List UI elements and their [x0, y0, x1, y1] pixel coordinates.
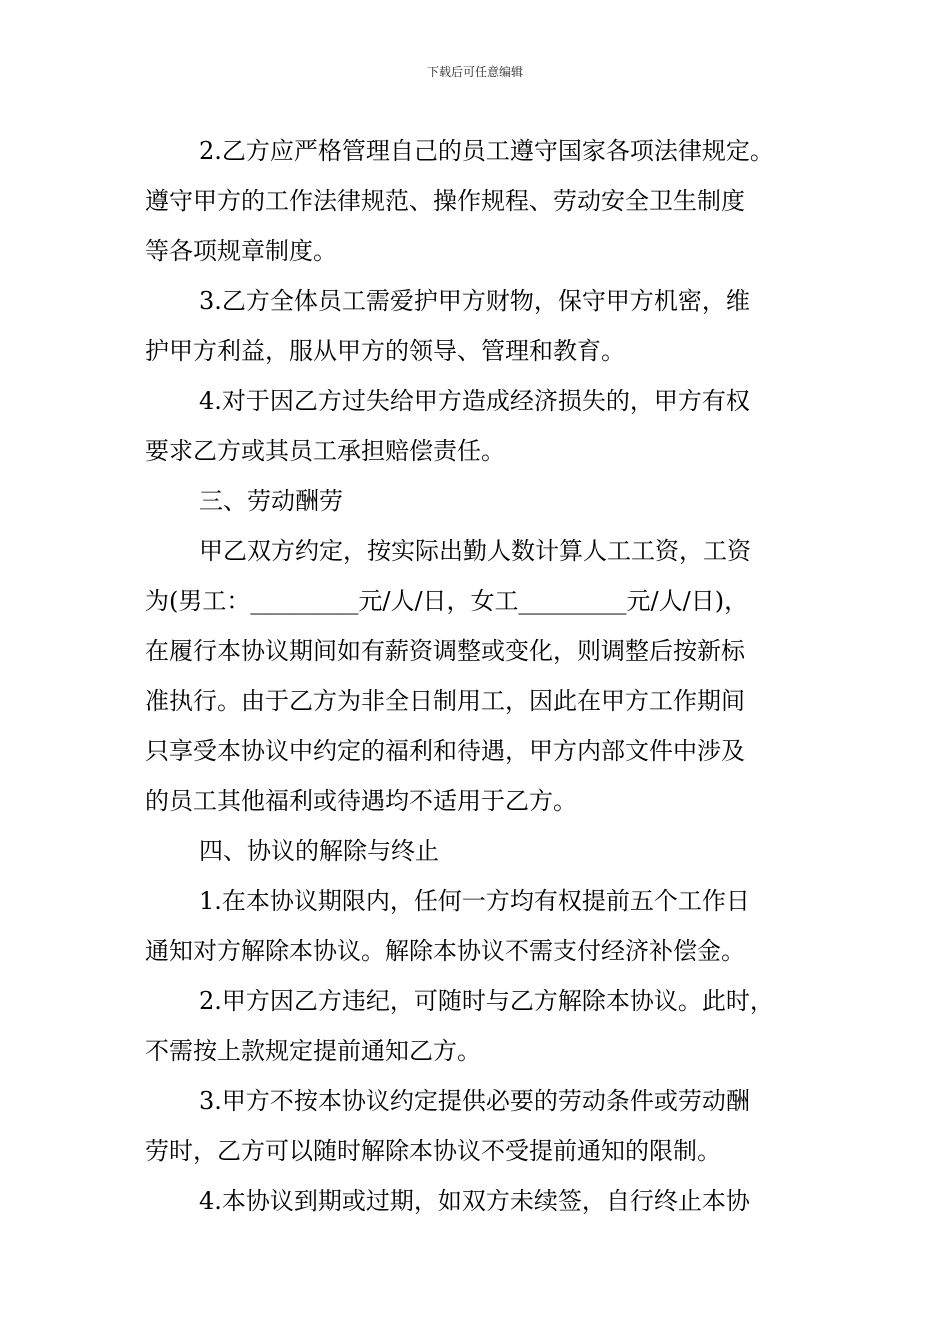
text-line: 等各项规章制度。 — [145, 237, 337, 265]
text-line: 3.乙方全体员工需爱护甲方财物，保守甲方机密，维 — [199, 287, 750, 315]
text-line: 只享受本协议中约定的福利和待遇，甲方内部文件中涉及 — [145, 737, 745, 765]
text-line: 劳时，乙方可以随时解除本协议不受提前通知的限制。 — [145, 1137, 721, 1165]
text-line: 4.对于因乙方过失给甲方造成经济损失的，甲方有权 — [199, 387, 750, 415]
text-line: 不需按上款规定提前通知乙方。 — [145, 1037, 481, 1065]
text-line: 要求乙方或其员工承担赔偿责任。 — [145, 437, 505, 465]
page-header: 下载后可任意编辑 — [426, 65, 523, 79]
document-body — [145, 126, 835, 1226]
text-line: 为(男工：_________元/人/日，女工_________元/人/日)， — [145, 587, 749, 615]
text-line: 准执行。由于乙方为非全日制用工，因此在甲方工作期间 — [145, 687, 745, 715]
text-line: 护甲方利益，服从甲方的领导、管理和教育。 — [145, 337, 625, 365]
text-line: 2.甲方因乙方违纪，可随时与乙方解除本协议。此时， — [199, 987, 774, 1015]
section-heading: 四、协议的解除与终止 — [199, 837, 439, 865]
text-line: 在履行本协议期间如有薪资调整或变化，则调整后按新标 — [145, 637, 745, 665]
section-heading: 三、劳动酬劳 — [199, 487, 343, 515]
text-line: 4.本协议到期或过期，如双方未续签，自行终止本协 — [199, 1187, 750, 1215]
text-line: 3.甲方不按本协议约定提供必要的劳动条件或劳动酬 — [199, 1087, 750, 1115]
text-line: 遵守甲方的工作法律规范、操作规程、劳动安全卫生制度 — [145, 187, 745, 215]
text-line: 的员工其他福利或待遇均不适用于乙方。 — [145, 787, 577, 815]
text-line: 1.在本协议期限内，任何一方均有权提前五个工作日 — [199, 887, 750, 915]
text-line: 甲乙双方约定，按实际出勤人数计算人工工资，工资 — [199, 537, 751, 565]
text-line: 通知对方解除本协议。解除本协议不需支付经济补偿金。 — [145, 937, 745, 965]
text-line: 2.乙方应严格管理自己的员工遵守国家各项法律规定。 — [199, 137, 774, 165]
